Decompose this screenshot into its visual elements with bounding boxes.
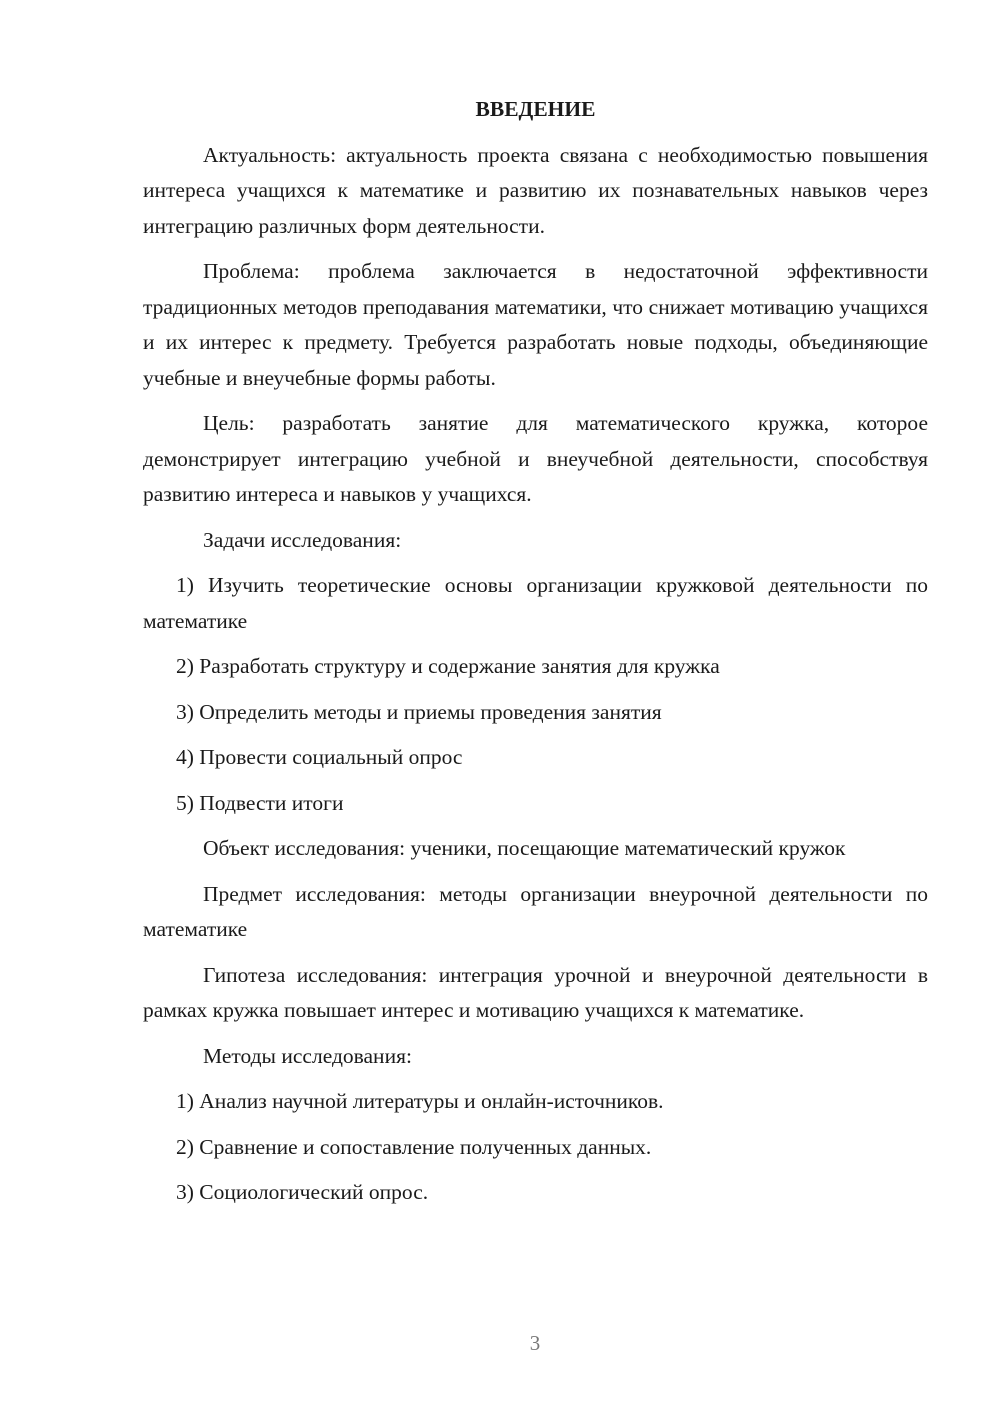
tasks-heading: Задачи исследования: <box>203 527 402 552</box>
page-number: 3 <box>529 1331 541 1355</box>
document-page <box>143 92 928 1221</box>
goal-paragraph: Цель: разработать занятие для математического кружка, которое демонстрирует интеграцию учебной и внеучебной деятельности, способствуя развитию интереса и навыков у учащихся. <box>143 411 928 506</box>
hypothesis-paragraph: Гипотеза исследования: интеграция урочной и внеурочной деятельности в рамках кружка повышает интерес и мотивацию учащихся к математике. <box>143 962 928 1022</box>
page-title: ВВЕДЕНИЕ <box>475 97 596 121</box>
task-item-4: 4) Провести социальный опрос <box>176 745 463 769</box>
problem-paragraph: Проблема: проблема заключается в недостаточной эффективности традиционных методов преподавания математики, что снижает мотивацию учащихся и их интерес к предмету. Требуется разработать новые подходы, объединяющие учебные и внеучебные формы работы. <box>143 259 928 390</box>
task-item-5: 5) Подвести итоги <box>176 790 344 815</box>
subject-paragraph: Предмет исследования: методы организации внеурочной деятельности по математике <box>143 881 928 941</box>
method-item-3: 3) Социологический опрос. <box>176 1180 429 1204</box>
method-item-1: 1) Анализ научной литературы и онлайн-источников. <box>176 1089 664 1113</box>
task-item-1: 1) Изучить теоретические основы организации кружковой деятельности по математике <box>143 573 928 633</box>
methods-heading: Методы исследования: <box>203 1043 412 1068</box>
relevance-paragraph: Актуальность: актуальность проекта связана с необходимостью повышения интереса учащихся к математике и развитию их познавательных навыков через интеграцию различных форм деятельности. <box>143 142 928 238</box>
object-paragraph: Объект исследования: ученики, посещающие математический кружок <box>203 836 846 860</box>
task-item-3: 3) Определить методы и приемы проведения занятия <box>176 699 662 724</box>
task-item-2: 2) Разработать структуру и содержание занятия для кружка <box>176 654 720 678</box>
method-item-2: 2) Сравнение и сопоставление полученных данных. <box>176 1134 652 1159</box>
